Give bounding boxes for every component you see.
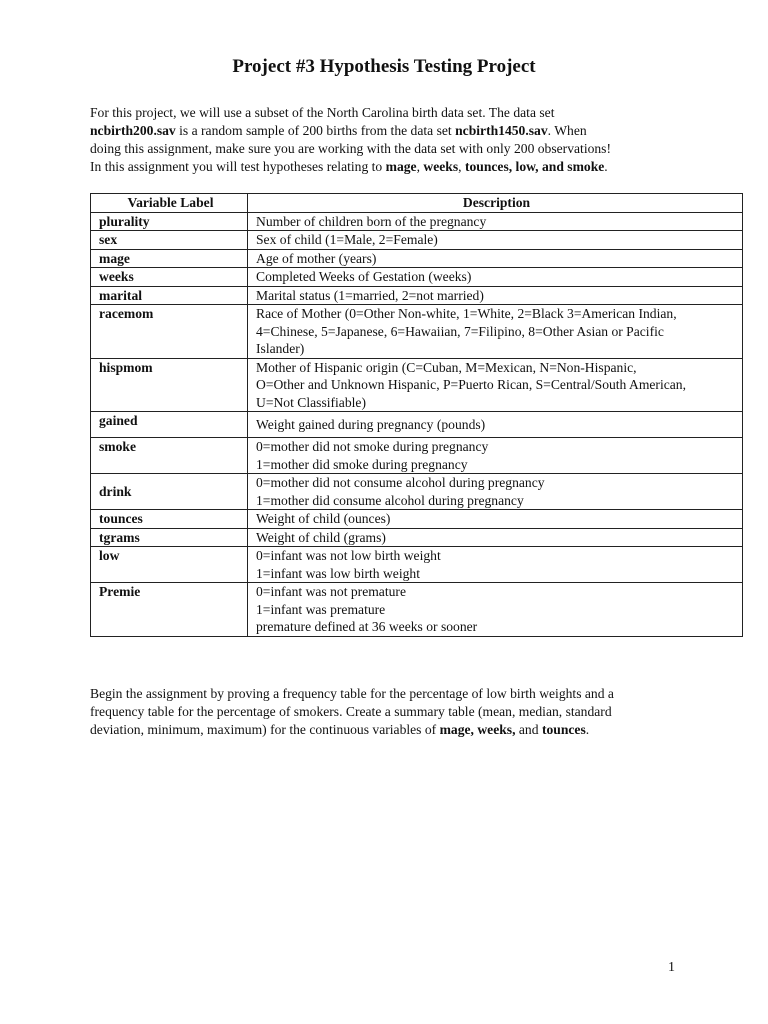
intro-text: . When — [547, 123, 587, 138]
variable-label-cell: gained — [91, 412, 248, 438]
page-number: 1 — [668, 960, 675, 975]
variable-label-cell: tounces — [91, 510, 248, 529]
description-line: U=Not Classifiable) — [256, 394, 366, 410]
column-header-label: Variable Label — [91, 194, 248, 213]
variable-description-cell — [248, 547, 743, 583]
table-row — [91, 474, 743, 510]
closing-paragraph — [90, 685, 690, 739]
variable-description-cell — [248, 231, 743, 250]
description-line: Mother of Hispanic origin (C=Cuban, M=Mexican, N=Non-Hispanic, — [256, 359, 637, 375]
table-row — [91, 583, 743, 637]
intro-line-3: doing this assignment, make sure you are working with the data set with only 200 observations! — [90, 141, 612, 156]
variable-label-cell: mage — [91, 249, 248, 268]
description-line: Marital status (1=married, 2=not married) — [256, 287, 484, 303]
variable-description-cell — [248, 412, 743, 438]
table-row — [91, 358, 743, 412]
table-row — [91, 249, 743, 268]
closing-text: and — [515, 722, 542, 737]
variable-description-cell — [248, 510, 743, 529]
variable-label-cell: Premie — [91, 583, 248, 637]
description-line: O=Other and Unknown Hispanic, P=Puerto Rican, S=Central/South American, — [256, 377, 686, 392]
variable-description-cell — [248, 438, 743, 474]
description-line: 0=infant was not premature — [256, 584, 406, 599]
intro-line-1: For this project, we will use a subset of the North Carolina birth data set. The data set — [90, 105, 555, 120]
variable-description-cell — [248, 358, 743, 412]
variable-label-cell: hispmom — [91, 358, 248, 412]
variable-description-cell — [248, 268, 743, 287]
intro-text: , — [416, 159, 424, 174]
description-line: Completed Weeks of Gestation (weeks) — [256, 269, 472, 284]
description-line: 1=mother did smoke during pregnancy — [256, 456, 468, 472]
description-line: 1=mother did consume alcohol during pregnancy — [256, 492, 524, 508]
variable-name: mage, weeks, — [439, 722, 516, 737]
variable-description-cell — [248, 249, 743, 268]
description-line: 0=infant was not low birth weight — [256, 548, 441, 563]
intro-text: In this assignment you will test hypotheses relating to — [90, 159, 386, 174]
variable-label-cell: smoke — [91, 438, 248, 474]
description-line: Race of Mother (0=Other Non-white, 1=White, 2=Black 3=American Indian, — [256, 306, 677, 321]
table-row — [91, 305, 743, 359]
variable-description-cell — [248, 528, 743, 547]
description-line: Age of mother (years) — [256, 250, 377, 266]
variable-description-cell — [248, 305, 743, 359]
variable-label-cell: racemom — [91, 305, 248, 359]
table-row — [91, 510, 743, 529]
description-line: Weight gained during pregnancy (pounds) — [256, 416, 486, 432]
description-line: 1=infant was premature — [256, 601, 386, 617]
description-line: Islander) — [256, 341, 305, 356]
description-line: 0=mother did not smoke during pregnancy — [256, 439, 489, 454]
description-line: Weight of child (grams) — [256, 529, 386, 545]
table-row — [91, 438, 743, 474]
table-body — [91, 212, 743, 636]
page-title: Project #3 Hypothesis Testing Project — [232, 56, 536, 77]
variable-description-cell — [248, 286, 743, 305]
closing-line-1: Begin the assignment by proving a frequency table for the percentage of low birth weights and a — [90, 686, 614, 701]
intro-paragraph — [90, 104, 690, 176]
variable-name: tounces — [541, 722, 586, 737]
closing-line-2: frequency table for the percentage of smokers. Create a summary table (mean, median, standard — [90, 704, 612, 719]
description-line: premature defined at 36 weeks or sooner — [256, 619, 478, 634]
table-row — [91, 212, 743, 231]
variable-label-cell: marital — [91, 286, 248, 305]
variable-label-cell: tgrams — [91, 528, 248, 547]
closing-line-3 — [90, 721, 690, 739]
dataset-name: ncbirth200.sav — [90, 123, 176, 138]
variable-label-cell: drink — [91, 474, 248, 510]
variable-description-cell — [248, 474, 743, 510]
description-line: 1=infant was low birth weight — [256, 565, 420, 581]
description-line: Weight of child (ounces) — [256, 511, 391, 526]
closing-text: deviation, minimum, maximum) for the continuous variables of — [90, 722, 440, 737]
table-row — [91, 286, 743, 305]
table-row — [91, 547, 743, 583]
variable-label-cell: sex — [91, 231, 248, 250]
intro-text: , — [458, 159, 465, 174]
dataset-name: ncbirth1450.sav — [455, 123, 548, 138]
table-row — [91, 231, 743, 250]
description-line: 4=Chinese, 5=Japanese, 6=Hawaiian, 7=Filipino, 8=Other Asian or Pacific — [256, 323, 664, 339]
table-row — [91, 412, 743, 438]
description-line: Number of children born of the pregnancy — [256, 213, 487, 229]
variable-table — [90, 193, 743, 637]
variable-description-cell — [248, 212, 743, 231]
variable-description-cell — [248, 583, 743, 637]
closing-text: . — [585, 722, 590, 737]
variable-label-cell: low — [91, 547, 248, 583]
variable-name: weeks — [423, 159, 459, 174]
intro-text: is a random sample of 200 births from the data set — [175, 123, 456, 138]
variable-name: tounces, low, and smoke — [464, 159, 605, 174]
table-row — [91, 528, 743, 547]
intro-text: . — [604, 159, 608, 174]
intro-line-2 — [90, 122, 690, 140]
intro-line-4 — [90, 158, 690, 176]
variable-label-cell: weeks — [91, 268, 248, 287]
column-header-description: Description — [248, 194, 743, 213]
table-row — [91, 268, 743, 287]
table-header-row — [91, 194, 743, 213]
variable-name: mage — [385, 159, 417, 174]
description-line: 0=mother did not consume alcohol during pregnancy — [256, 475, 545, 490]
variable-label-cell: plurality — [91, 212, 248, 231]
description-line: Sex of child (1=Male, 2=Female) — [256, 232, 438, 247]
